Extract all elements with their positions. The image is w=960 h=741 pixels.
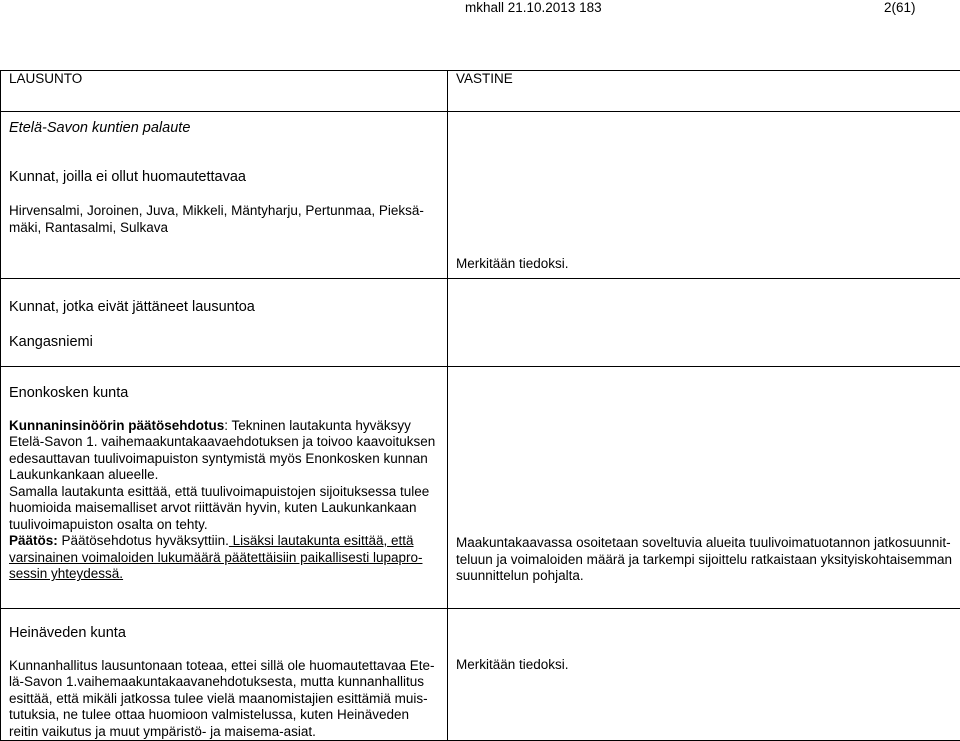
page-number: 2(61) bbox=[884, 0, 916, 16]
statement-line: varsinainen voimaloiden lukumäärä päätettäisiin paikallisesti lupapro- bbox=[9, 550, 443, 567]
statement-line: reitin vaikutus ja muut ympäristö- ja maisema-asiat. bbox=[9, 724, 443, 741]
response-text: Merkitään tiedoksi. bbox=[456, 657, 956, 674]
decision-label: Päätös: bbox=[9, 533, 58, 548]
table-row-enonkoski bbox=[1, 367, 960, 609]
response-line: suunnittelun pohjalta. bbox=[456, 568, 956, 585]
municipality-list-line: mäki, Rantasalmi, Sulkava bbox=[9, 220, 443, 237]
statement-table bbox=[0, 70, 960, 741]
statement-line: Etelä-Savon 1. vaihemaakuntakaavaehdotuksen ja toivoo kaavoituksen bbox=[9, 434, 443, 451]
municipality-list-line: Hirvensalmi, Joroinen, Juva, Mikkeli, Mäntyharju, Pertunmaa, Pieksä- bbox=[9, 203, 443, 220]
response-cell bbox=[448, 279, 960, 367]
proposal-label: Kunnaninsinöörin päätösehdotus bbox=[9, 418, 224, 433]
section-title: Etelä-Savon kuntien palaute bbox=[9, 120, 443, 137]
response-cell bbox=[448, 367, 960, 609]
statement-line: lä-Savon 1.vaihemaakuntakaavanehdotuksesta, mutta kunnanhallitus bbox=[9, 674, 443, 691]
statement-line: sessin yhteydessä. bbox=[9, 566, 443, 583]
subsection-title: Kunnat, joilla ei ollut huomautettavaa bbox=[9, 169, 443, 186]
statement-cell bbox=[1, 609, 448, 741]
decision-line: Päätös: Päätösehdotus hyväksyttiin. Lisäksi lautakunta esittää, että bbox=[9, 533, 443, 550]
table-row-heinavesi bbox=[1, 609, 960, 741]
statement-line: esittää, että mikäli jatkossa tulee vielä maanomistajien esittämiä muis- bbox=[9, 691, 443, 708]
statement-line: Laukunkankaan alueelle. bbox=[9, 467, 443, 484]
statement-line: Kunnaninsinöörin päätösehdotus: Tekninen lautakunta hyväksyy bbox=[9, 418, 443, 435]
response-line: teluun ja voimaloiden määrä ja tarkempi sijoittelu ratkaistaan yksityiskohtaisemman bbox=[456, 552, 956, 569]
column-header-vastine: VASTINE bbox=[448, 71, 960, 112]
statement-cell bbox=[1, 279, 448, 367]
response-cell bbox=[448, 609, 960, 741]
statement-line: huomioida maisemalliset arvot riittävän hyvin, kuten Laukunkankaan bbox=[9, 500, 443, 517]
response-line: Maakuntakaavassa osoitetaan soveltuvia alueita tuulivoimatuotannon jatkosuunnit- bbox=[456, 535, 956, 552]
table-row-no-statement bbox=[1, 279, 960, 367]
section-title: Kunnat, jotka eivät jättäneet lausuntoa bbox=[9, 299, 443, 316]
column-header-lausunto: LAUSUNTO bbox=[1, 71, 448, 112]
statement-cell bbox=[1, 367, 448, 609]
statement-line: tuulivoimapuiston osalta on tehty. bbox=[9, 517, 443, 534]
section-title: Heinäveden kunta bbox=[9, 625, 443, 642]
statement-line: Kunnanhallitus lausuntonaan toteaa, ettei sillä ole huomautettavaa Ete- bbox=[9, 658, 443, 675]
municipality-name: Kangasniemi bbox=[9, 334, 443, 351]
statement-line: Samalla lautakunta esittää, että tuulivoimapuistojen sijoituksessa tulee bbox=[9, 484, 443, 501]
table-header-row bbox=[1, 71, 960, 112]
response-cell bbox=[448, 112, 960, 279]
response-text: Merkitään tiedoksi. bbox=[456, 256, 956, 273]
statement-line: tutuksia, ne tulee ottaa huomioon valmistelussa, kuten Heinäveden bbox=[9, 707, 443, 724]
document-header: mkhall 21.10.2013 183 bbox=[465, 0, 602, 16]
statement-line: edesauttavan tuulivoimapuiston syntymistä myös Enonkosken kunnan bbox=[9, 451, 443, 468]
statement-cell bbox=[1, 112, 448, 279]
section-title: Enonkosken kunta bbox=[9, 385, 443, 402]
table-row-etela-savo bbox=[1, 112, 960, 279]
